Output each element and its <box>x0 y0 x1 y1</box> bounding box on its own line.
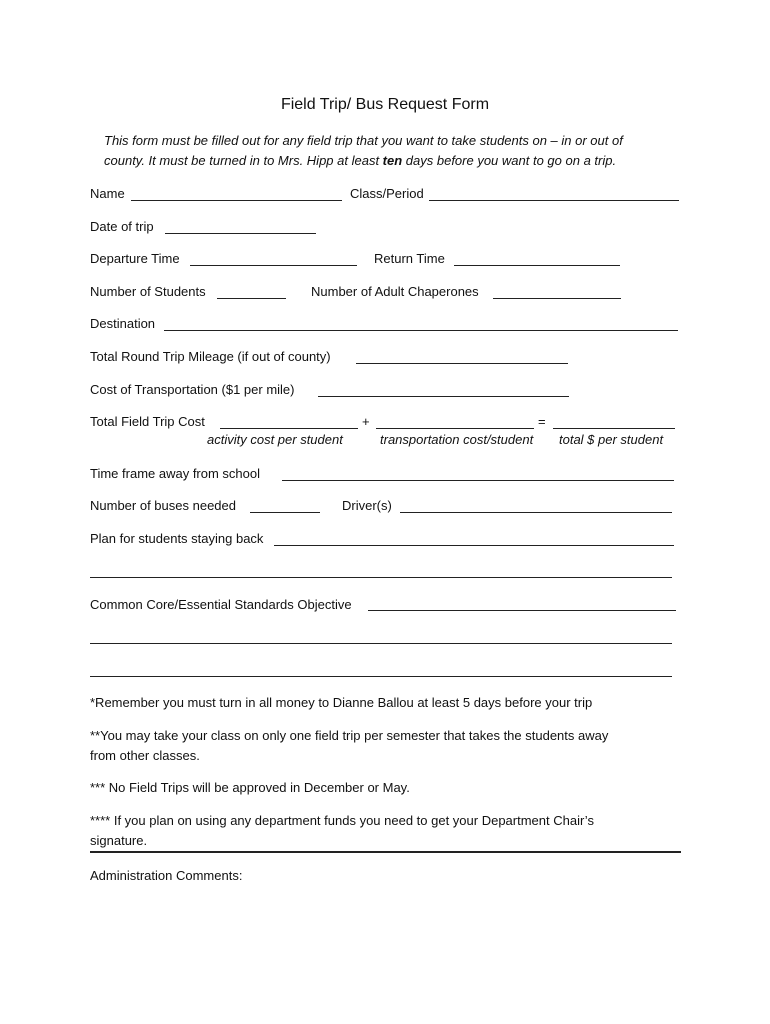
plan-staying-back-field-line-2[interactable] <box>90 577 672 578</box>
note-department-funds-line-2: signature. <box>90 833 148 848</box>
number-of-students-label: Number of Students <box>90 284 206 299</box>
number-of-chaperones-label: Number of Adult Chaperones <box>311 284 479 299</box>
intro-line-2 <box>104 153 616 168</box>
date-of-trip-field[interactable] <box>165 233 316 234</box>
total-field-trip-cost-label: Total Field Trip Cost <box>90 414 205 429</box>
transportation-cost-field[interactable] <box>376 428 534 429</box>
number-of-students-field[interactable] <box>217 298 286 299</box>
number-of-buses-field[interactable] <box>250 512 320 513</box>
plan-staying-back-label: Plan for students staying back <box>90 531 264 546</box>
section-divider <box>90 851 681 853</box>
cost-of-transportation-label: Cost of Transportation ($1 per mile) <box>90 382 295 397</box>
departure-time-label: Departure Time <box>90 251 180 266</box>
class-period-label: Class/Period <box>350 186 424 201</box>
date-of-trip-label: Date of trip <box>90 219 154 234</box>
intro-emphasis: ten <box>382 153 403 168</box>
total-per-student-field[interactable] <box>553 428 675 429</box>
total-per-student-caption: total $ per student <box>559 432 664 447</box>
time-frame-label: Time frame away from school <box>90 466 261 481</box>
common-core-field-line-2[interactable] <box>90 643 672 644</box>
activity-cost-caption: activity cost per student <box>207 432 343 447</box>
name-field[interactable] <box>131 200 342 201</box>
class-period-field[interactable] <box>429 200 679 201</box>
drivers-label: Driver(s) <box>342 498 392 513</box>
form-title: Field Trip/ Bus Request Form <box>280 96 490 113</box>
note-one-trip-line-1: **You may take your class on only one field trip per semester that takes the students away <box>90 728 609 743</box>
note-no-trips: *** No Field Trips will be approved in December or May. <box>90 780 410 795</box>
round-trip-mileage-label: Total Round Trip Mileage (if out of county) <box>90 349 331 364</box>
activity-cost-field[interactable] <box>220 428 358 429</box>
time-frame-field[interactable] <box>282 480 674 481</box>
note-department-funds-line-1: **** If you plan on using any department funds you need to get your Department Chair’s <box>90 813 594 828</box>
transportation-cost-caption: transportation cost/student <box>380 432 534 447</box>
equals-sign: = <box>538 414 546 429</box>
common-core-field-line-3[interactable] <box>90 676 672 677</box>
round-trip-mileage-field[interactable] <box>356 363 568 364</box>
common-core-label: Common Core/Essential Standards Objective <box>90 597 352 612</box>
plan-staying-back-field[interactable] <box>274 545 674 546</box>
administration-comments-label: Administration Comments: <box>90 868 243 883</box>
common-core-field[interactable] <box>368 610 676 611</box>
return-time-field[interactable] <box>454 265 620 266</box>
intro-line-2-end: days before you want to go on a trip. <box>402 153 617 168</box>
return-time-label: Return Time <box>374 251 445 266</box>
cost-of-transportation-field[interactable] <box>318 396 569 397</box>
destination-field[interactable] <box>164 330 678 331</box>
intro-line-1: This form must be filled out for any field trip that you want to take students on – in or out of <box>104 133 623 148</box>
note-money: *Remember you must turn in all money to Dianne Ballou at least 5 days before your trip <box>90 695 593 710</box>
number-of-buses-label: Number of buses needed <box>90 498 236 513</box>
destination-label: Destination <box>90 316 156 331</box>
name-label: Name <box>90 186 125 201</box>
intro-line-2-start: county. It must be turned in to Mrs. Hipp at least <box>104 153 383 168</box>
drivers-field[interactable] <box>400 512 672 513</box>
number-of-chaperones-field[interactable] <box>493 298 621 299</box>
plus-sign: + <box>362 414 370 429</box>
note-one-trip-line-2: from other classes. <box>90 748 200 763</box>
departure-time-field[interactable] <box>190 265 357 266</box>
